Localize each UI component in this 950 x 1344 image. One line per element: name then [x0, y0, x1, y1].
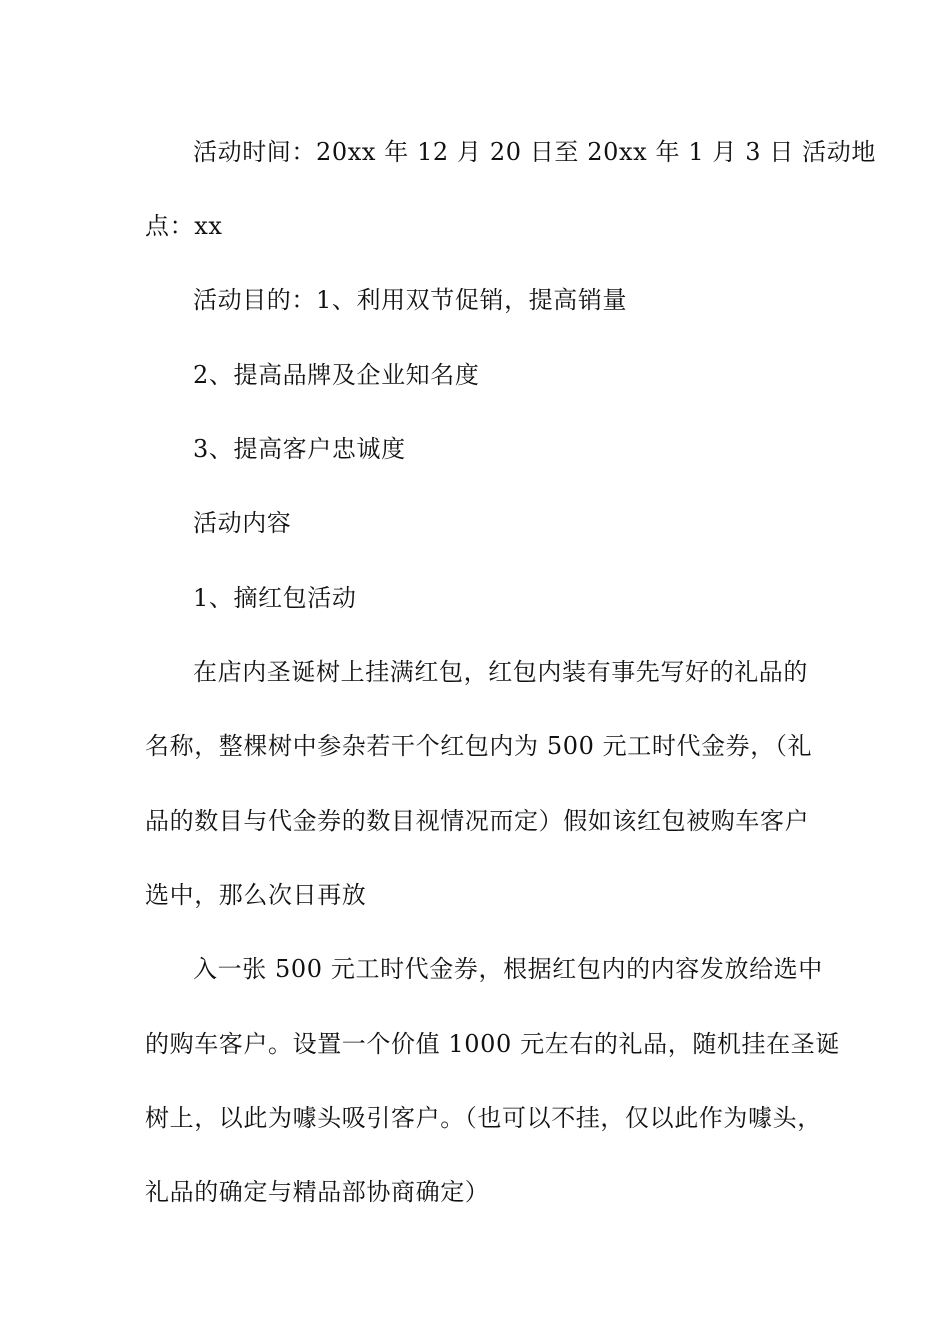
content-item-1-heading: 1、摘红包活动 — [193, 584, 357, 612]
purpose-item-2: 2、提高品牌及企业知名度 — [193, 361, 480, 389]
paragraph-line: 选中，那么次日再放 — [145, 881, 367, 909]
purpose-item-3: 3、提高客户忠诚度 — [193, 435, 406, 463]
activity-content-heading: 活动内容 — [193, 509, 292, 537]
activity-time-line: 活动时间：20xx 年 12 月 20 日至 20xx 年 1 月 3 日 活动地 — [193, 138, 876, 166]
activity-purpose-line: 活动目的：1、利用双节促销，提高销量 — [193, 286, 628, 314]
paragraph-line: 品的数目与代金券的数目视情况而定）假如该红包被购车客户 — [145, 807, 810, 835]
paragraph-line: 礼品的确定与精品部协商确定） — [145, 1178, 490, 1206]
paragraph-line: 入一张 500 元工时代金券，根据红包内的内容发放给选中 — [193, 955, 823, 983]
paragraph-line: 在店内圣诞树上挂满红包，红包内装有事先写好的礼品的 — [193, 658, 808, 686]
paragraph-line: 树上，以此为噱头吸引客户。（也可以不挂，仅以此作为噱头， — [145, 1104, 822, 1132]
activity-location-line: 点：xx — [145, 212, 223, 240]
paragraph-line: 的购车客户。设置一个价值 1000 元左右的礼品，随机挂在圣诞 — [145, 1030, 840, 1058]
paragraph-line: 名称，整棵树中参杂若干个红包内为 500 元工时代金券，（礼 — [145, 732, 813, 760]
